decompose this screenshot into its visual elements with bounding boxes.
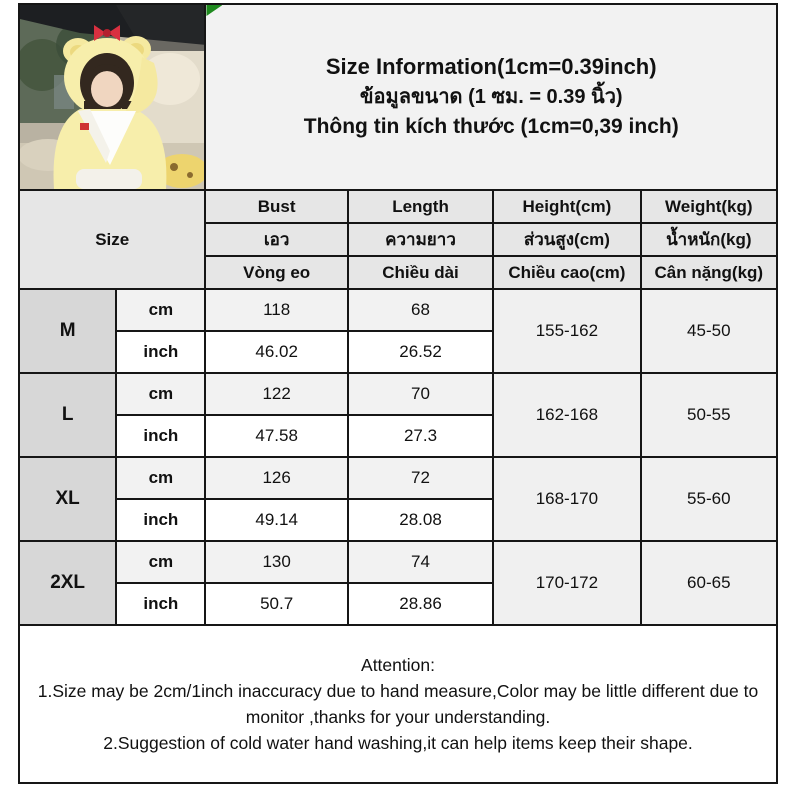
- face: [91, 71, 123, 107]
- unit-inch: inch: [116, 415, 205, 457]
- l-length-cm: 70: [348, 373, 493, 415]
- attention-heading: Attention:: [361, 654, 435, 675]
- m-length-inch: 26.52: [348, 331, 493, 373]
- unit-inch: inch: [116, 331, 205, 373]
- xl-bust-cm: 126: [205, 457, 347, 499]
- header-row-english: [19, 190, 777, 223]
- m-length-cm: 68: [348, 289, 493, 331]
- col-length-en: Length: [348, 190, 493, 223]
- attention-row: [19, 625, 777, 783]
- col-weight-th: น้ำหนัก(kg): [641, 223, 777, 256]
- title-vietnamese: Thông tin kích thước (1cm=0,39 inch): [303, 115, 679, 139]
- col-length-vi: Chiều dài: [348, 256, 493, 289]
- 2xl-bust-inch: 50.7: [205, 583, 347, 625]
- top-row: [19, 4, 777, 190]
- product-photo-cell: [19, 4, 205, 190]
- xl-bust-inch: 49.14: [205, 499, 347, 541]
- l-weight: 50-55: [641, 373, 777, 457]
- row-l-cm: [19, 373, 777, 415]
- m-bust-inch: 46.02: [205, 331, 347, 373]
- unit-inch: inch: [116, 583, 205, 625]
- m-weight: 45-50: [641, 289, 777, 373]
- unit-cm: cm: [116, 457, 205, 499]
- unit-inch: inch: [116, 499, 205, 541]
- l-length-inch: 27.3: [348, 415, 493, 457]
- col-height-vi: Chiều cao(cm): [493, 256, 640, 289]
- unit-cm: cm: [116, 541, 205, 583]
- col-height-th: ส่วนสูง(cm): [493, 223, 640, 256]
- row-m-cm: [19, 289, 777, 331]
- 2xl-height: 170-172: [493, 541, 640, 625]
- 2xl-length-inch: 28.86: [348, 583, 493, 625]
- size-m-label: M: [19, 289, 116, 373]
- title-block: [205, 4, 777, 190]
- attention-note-2: 2.Suggestion of cold water hand washing,it can help items keep their shape.: [103, 733, 693, 754]
- unit-cm: cm: [116, 289, 205, 331]
- row-2xl-cm: [19, 541, 777, 583]
- m-height: 155-162: [493, 289, 640, 373]
- col-bust-en: Bust: [205, 190, 347, 223]
- 2xl-bust-cm: 130: [205, 541, 347, 583]
- m-bust-cm: 118: [205, 289, 347, 331]
- attention-note-1: 1.Size may be 2cm/1inch inaccuracy due to hand measure,Color may be little different due to monitor ,thanks for your understanding.: [37, 680, 759, 727]
- size-xl-label: XL: [19, 457, 116, 541]
- xl-weight: 55-60: [641, 457, 777, 541]
- col-weight-vi: Cân nặng(kg): [641, 256, 777, 289]
- l-height: 162-168: [493, 373, 640, 457]
- size-table: [18, 3, 778, 784]
- 2xl-weight: 60-65: [641, 541, 777, 625]
- col-bust-th: เอว: [205, 223, 347, 256]
- green-corner-flag-icon: [206, 5, 222, 16]
- 2xl-length-cm: 74: [348, 541, 493, 583]
- xl-length-inch: 28.08: [348, 499, 493, 541]
- l-bust-inch: 47.58: [205, 415, 347, 457]
- attention-cell: [19, 625, 777, 783]
- product-photo-image: [20, 5, 205, 189]
- col-height-en: Height(cm): [493, 190, 640, 223]
- xl-height: 168-170: [493, 457, 640, 541]
- size-header: Size: [19, 190, 205, 289]
- unit-cm: cm: [116, 373, 205, 415]
- xl-length-cm: 72: [348, 457, 493, 499]
- size-l-label: L: [19, 373, 116, 457]
- l-bust-cm: 122: [205, 373, 347, 415]
- size-2xl-label: 2XL: [19, 541, 116, 625]
- title-english: Size Information(1cm=0.39inch): [325, 54, 657, 80]
- title-thai: ข้อมูลขนาด (1 ซม. = 0.39 นิ้ว): [359, 86, 623, 109]
- white-pants: [76, 169, 142, 189]
- row-xl-cm: [19, 457, 777, 499]
- col-length-th: ความยาว: [348, 223, 493, 256]
- chest-embroidery: [80, 123, 89, 130]
- size-chart-sheet: [18, 3, 778, 784]
- col-bust-vi: Vòng eo: [205, 256, 347, 289]
- col-weight-en: Weight(kg): [641, 190, 777, 223]
